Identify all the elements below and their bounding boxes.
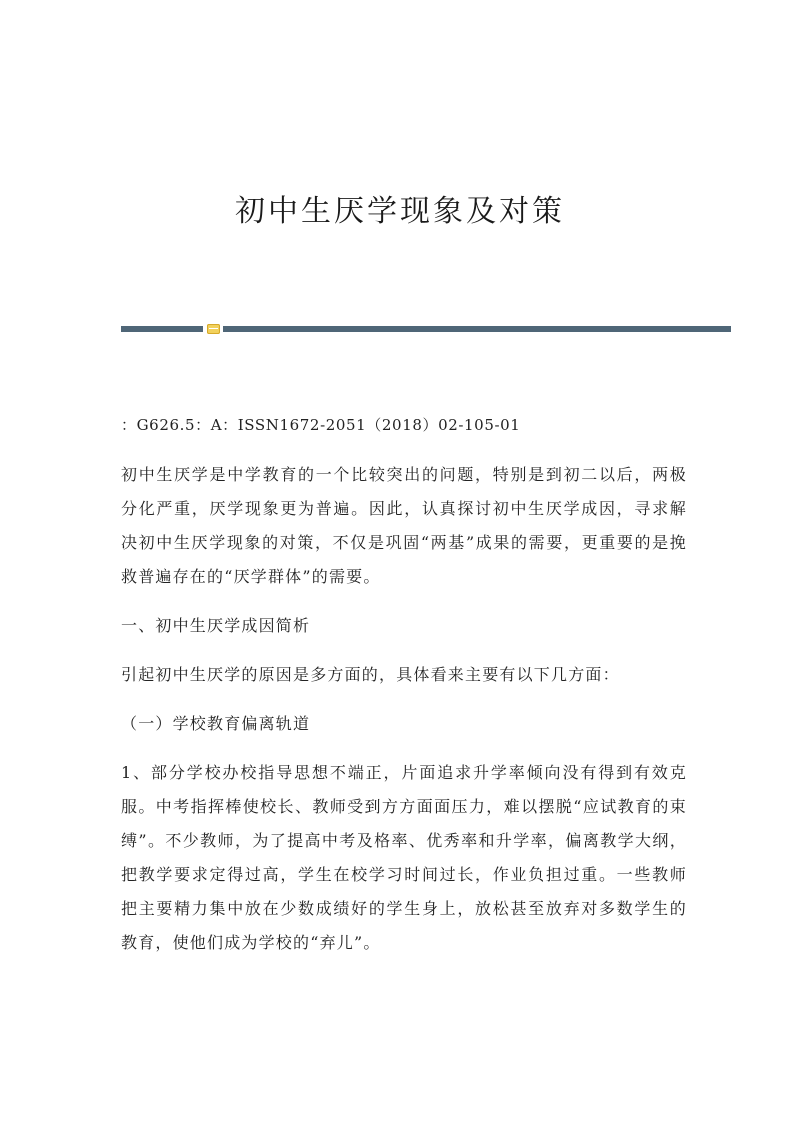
intro-paragraph: 初中生厌学是中学教育的一个比较突出的问题，特别是到初二以后，两极分化严重，厌学现象更为普遍。因此，认真探讨初中生厌学成因，寻求解决初中生厌学现象的对策，不仅是巩固“两基”成果的需要，更重要的是挽救普遍存在的“厌学群体”的需要。 bbox=[121, 465, 687, 586]
point-paragraph: 1、部分学校办校指导思想不端正，片面追求升学率倾向没有得到有效克服。中考指挥棒使校长、教师受到方方面面压力，难以摆脱“应试教育的束缚”。不少教师，为了提高中考及格率、优秀率和升学率，偏离教学大纲，把教学要求定得过高，学生在校学习时间过长，作业负担过重。一些教师把主要精力集中放在少数成绩好的学生身上，放松甚至放弃对多数学生的教育，使他们成为学校的“弃儿”。 bbox=[121, 763, 687, 952]
document-body bbox=[121, 408, 687, 960]
classification-line: ：G626.5：A：ISSN1672-2051（2018）02-105-01 bbox=[121, 416, 521, 434]
divider-emblem-icon bbox=[207, 324, 220, 334]
title-divider bbox=[121, 325, 731, 333]
subsection-heading: （一）学校教育偏离轨道 bbox=[121, 714, 311, 733]
divider-bar-left bbox=[121, 326, 203, 332]
divider-bar-right bbox=[223, 326, 731, 332]
section-heading: 一、初中生厌学成因简析 bbox=[121, 616, 311, 635]
section-intro-paragraph: 引起初中生厌学的原因是多方面的，具体看来主要有以下几方面： bbox=[121, 665, 620, 684]
document-title: 初中生厌学现象及对策 bbox=[235, 194, 565, 229]
